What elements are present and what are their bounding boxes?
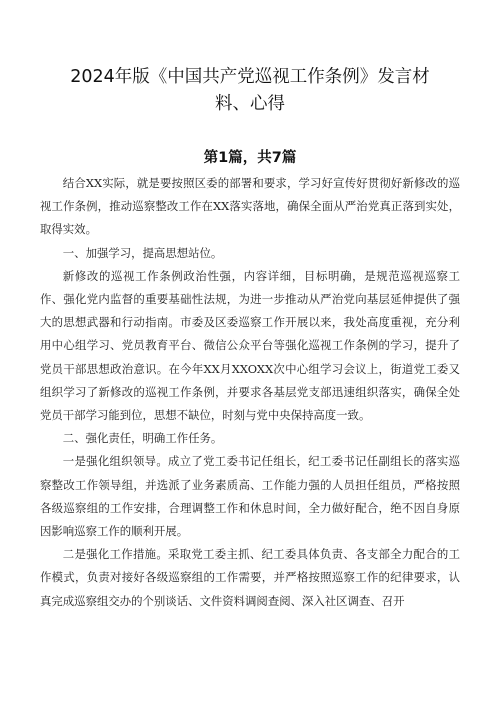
paragraph-leadership: 一是强化组织领导。成立了党工委书记任组长，纪工委书记任副组长的落实巡察整改工作领导组，并选派了业务素质高、工作能力强的人员担任组员，严格按照各级巡察组的工作安排，合理调整工作和休息时间，全力做好配合，绝不因自身原因影响巡察工作的顺利开展。: [40, 454, 460, 539]
document-subtitle: 第1篇，共7篇: [203, 150, 297, 166]
paragraph-intro: 结合XX实际，就是要按照区委的部署和要求，学习好宣传好贯彻好新修改的巡视工作条例，推动巡察整改工作在XX落实落地，确保全面从严治党真正落到实处，取得实效。: [40, 176, 460, 237]
document-title: 2024年版《中国共产党巡视工作条例》发言材料、心得: [70, 67, 430, 114]
section-heading-2: 二、强化责任，明确工作任务。: [62, 431, 223, 446]
paragraph-measures: 二是强化工作措施。采取党工委主抓、纪工委具体负责、各支部全力配合的工作模式，负责对接好各级巡察组的工作需要，并严格按照巡察工作的纪律要求，认真完成巡察组交办的个别谈话、文件资料调阅查阅、深入社区调查、召开: [40, 547, 460, 608]
paragraph-study: 新修改的巡视工作条例政治性强，内容详细，目标明确，是规范巡视巡察工作、强化党内监督的重要基础性法规，为进一步推动从严治党向基层延伸提供了强大的思想武器和行动指南。市委及区委巡察工作开展以来，我处高度重视，充分利用中心组学习、党员教育平台、微信公众平台等强化巡视工作条例的学习，提升了党员干部思想政治意识。在今年XX月XXOXX次中心组学习会议上，街道党工委又组织学习了新修改的巡视工作条例，并要求各基层党支部迅速组织落实，确保全处党员干部学习能到位，思想不缺位，时刻与党中央保持高度一致。: [40, 268, 460, 423]
document-body: [40, 172, 460, 613]
section-heading-1: 一、加强学习，提高思想站位。: [62, 245, 223, 260]
